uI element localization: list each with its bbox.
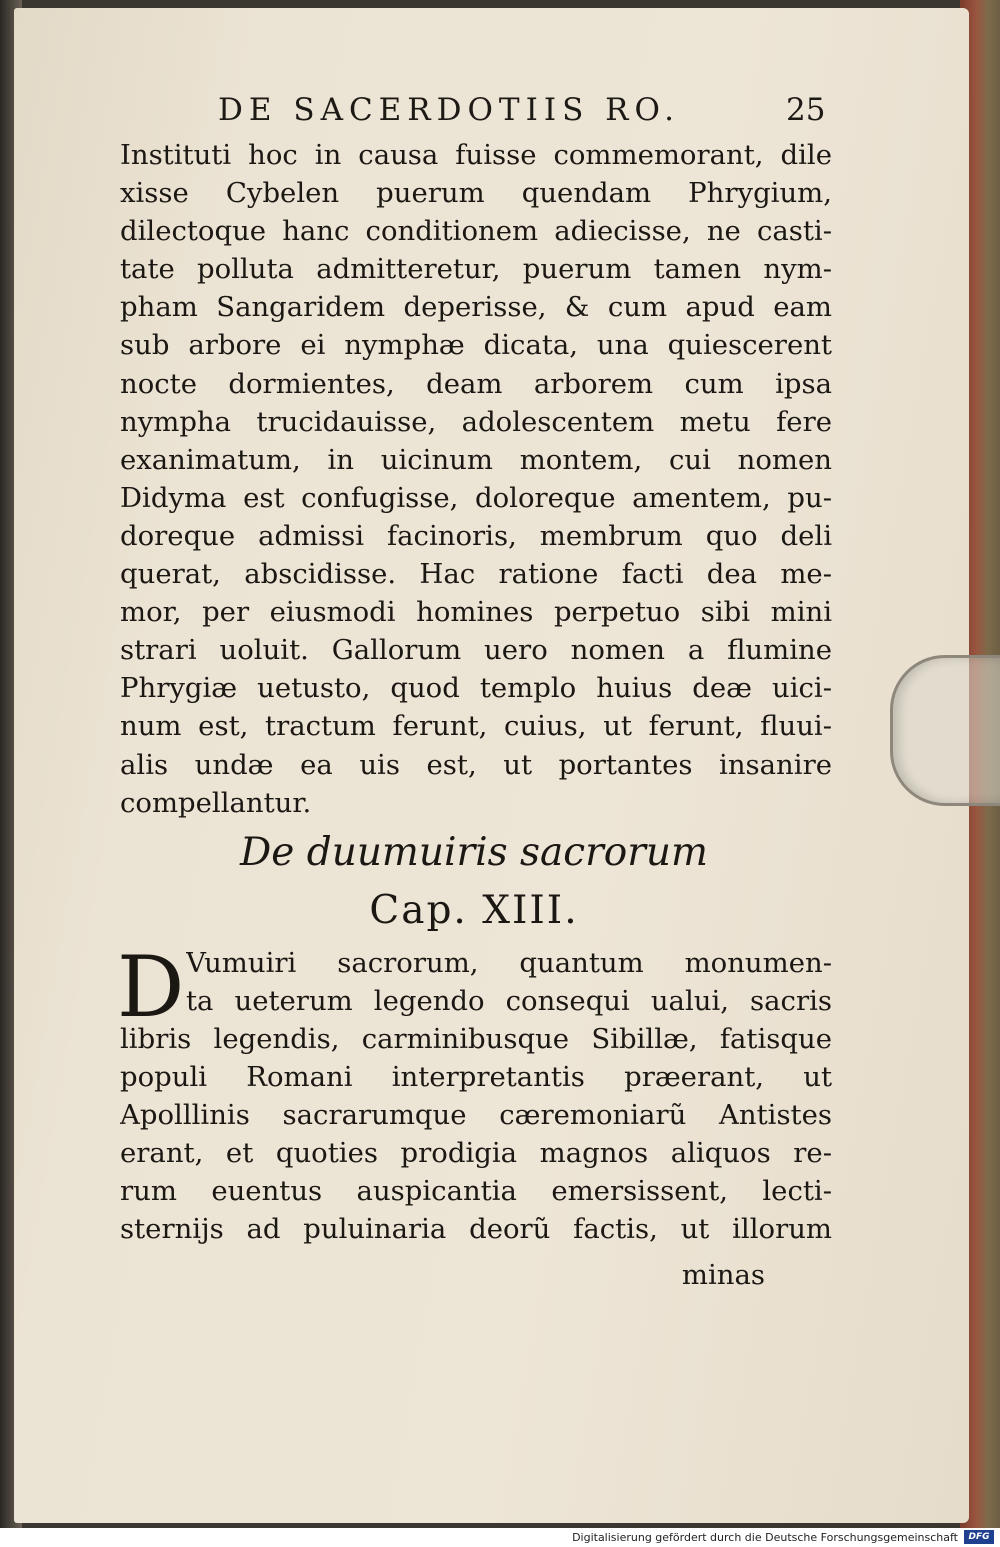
chapter-text	[120, 1020, 832, 1249]
text-line: libris legendis, carminibusque Sibillæ, fatisque	[120, 1023, 832, 1055]
page-clip	[890, 655, 1000, 806]
text-line: erant, et quoties prodigia magnos aliquos re-	[120, 1137, 832, 1170]
chapter-text-indented	[186, 944, 832, 1020]
text-line: nympha trucidauisse, adolescentem metu fere	[120, 405, 832, 438]
page-number: 25	[786, 92, 826, 128]
funding-note: Digitalisierung gefördert durch die Deutsche Forschungsgemeinschaft	[572, 1531, 958, 1544]
body-text	[120, 136, 832, 822]
text-line: num est, tractum ferunt, cuius, ut ferunt, fluui-	[120, 710, 832, 743]
catchword: minas	[681, 1259, 765, 1291]
text-line: alis undæ ea uis est, ut portantes insanire	[120, 748, 832, 781]
chapter-title: De duumuiris sacrorum	[239, 830, 709, 875]
text-line: sub arbore ei nymphæ dicata, una quiescerent	[120, 329, 832, 362]
text-line: doreque admissi facinoris, membrum quo deli	[120, 519, 832, 552]
text-line: ta ueterum legendo consequi ualui, sacris	[186, 985, 832, 1018]
text-line: exanimatum, in uicinum montem, cui nomen	[120, 443, 832, 476]
text-line: tate polluta admitteretur, puerum tamen nym-	[120, 253, 832, 286]
text-line: pham Sangaridem deperisse, & cum apud eam	[120, 291, 832, 324]
book-page	[14, 8, 969, 1523]
text-line: Vumuiri sacrorum, quantum monumen-	[186, 947, 832, 979]
text-line: xisse Cybelen puerum quendam Phrygium,	[120, 177, 832, 210]
text-line: rum euentus auspicantia emersissent, lecti-	[120, 1175, 832, 1208]
text-line: compellantur.	[120, 786, 312, 819]
text-line: populi Romani interpretantis præerant, ut	[120, 1061, 832, 1094]
text-line: sternijs ad puluinaria deorũ factis, ut illorum	[120, 1213, 832, 1246]
text-line: mor, per eiusmodi homines perpetuo sibi mini	[120, 596, 832, 629]
text-line: Didyma est confugisse, doloreque amentem, pu-	[120, 481, 832, 514]
footer-bar	[0, 1528, 1000, 1547]
running-header	[218, 92, 826, 136]
text-line: Apolllinis sacrarumque cæremoniarũ Antistes	[120, 1099, 832, 1132]
text-line: nocte dormientes, deam arborem cum ipsa	[120, 367, 832, 400]
drop-initial: D	[117, 938, 185, 1036]
text-line: Instituti hoc in causa fuisse commemorant, dile	[120, 139, 832, 171]
dfg-logo: DFG	[964, 1530, 994, 1544]
text-line: strari uoluit. Gallorum uero nomen a flumine	[120, 634, 832, 667]
text-line: dilectoque hanc conditionem adiecisse, ne casti-	[120, 215, 832, 248]
running-title: DE SACERDOTIIS RO.	[218, 92, 680, 128]
text-line: Phrygiæ uetusto, quod templo huius deæ uici-	[120, 672, 832, 705]
text-line: querat, abscidisse. Hac ratione facti dea me-	[120, 558, 832, 591]
chapter-number: Cap. XIII.	[369, 888, 579, 933]
